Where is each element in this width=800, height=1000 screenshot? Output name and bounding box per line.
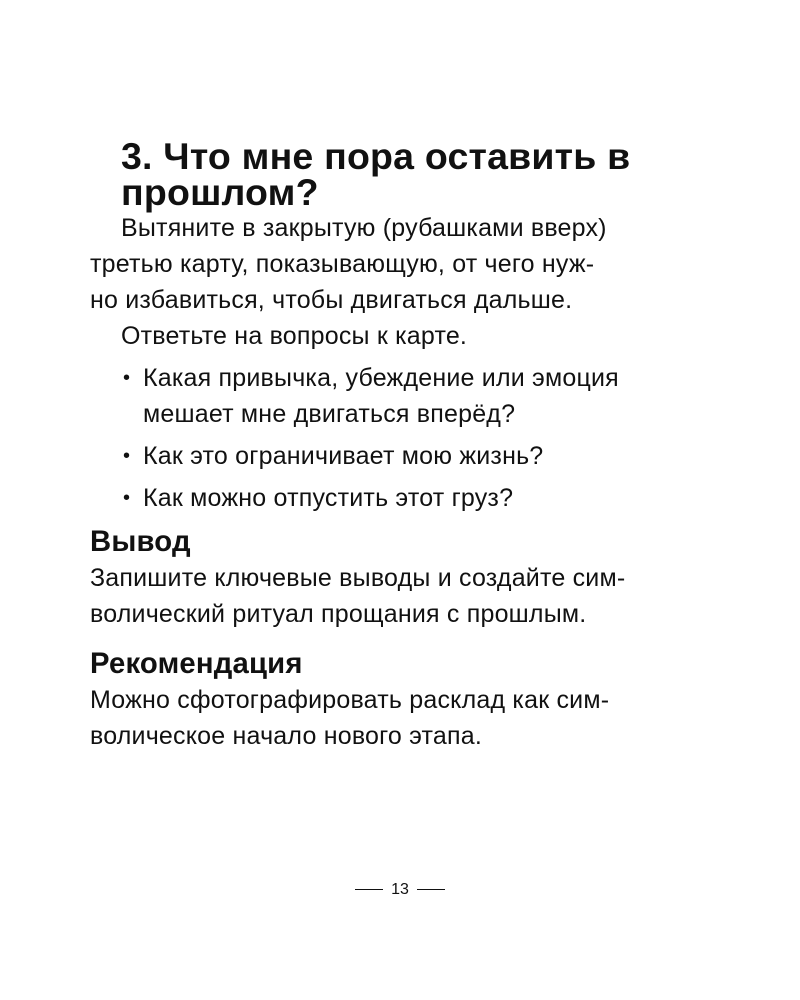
page-content [90,135,660,754]
task-text: Ответьте на вопросы к карте. [121,322,468,350]
section-title: 3. Что мне пора оставить в прошлом? [121,135,631,213]
question-line: мешает мне двигаться вперёд? [143,400,516,428]
intro-line: Вытяните в закрытую (рубашками вверх) [121,214,607,242]
intro-paragraph [90,210,660,318]
recommendation-line: Можно сфотографировать расклад как сим- [90,686,610,714]
question-list [90,360,660,516]
question-line: Как можно отпустить этот груз? [143,484,514,512]
intro-line: третью карту, показывающую, от чего нуж- [90,250,595,278]
bullet-icon: • [123,367,131,389]
recommendation-paragraph [90,682,660,754]
question-line: Как это ограничивает мою жизнь? [143,442,544,470]
conclusion-heading: Вывод [90,526,191,558]
question-line: Какая привычка, убеждение или эмоция [143,364,619,392]
question-item [121,480,660,516]
footer-dash-right [417,889,445,890]
page-footer [0,878,800,902]
recommendation-line: волическое начало нового этапа. [90,722,483,750]
bullet-icon: • [123,445,131,467]
recommendation-heading: Рекомендация [90,648,303,680]
conclusion-line: волический ритуал прощания с прошлым. [90,600,587,628]
question-item [121,360,660,432]
footer-dash-left [355,889,383,890]
conclusion-paragraph [90,560,660,632]
intro-line: но избавиться, чтобы двигаться дальше. [90,286,573,314]
bullet-icon: • [123,487,131,509]
conclusion-line: Запишите ключевые выводы и создайте сим- [90,564,626,592]
page-number: 13 [391,881,409,898]
question-item [121,438,660,474]
